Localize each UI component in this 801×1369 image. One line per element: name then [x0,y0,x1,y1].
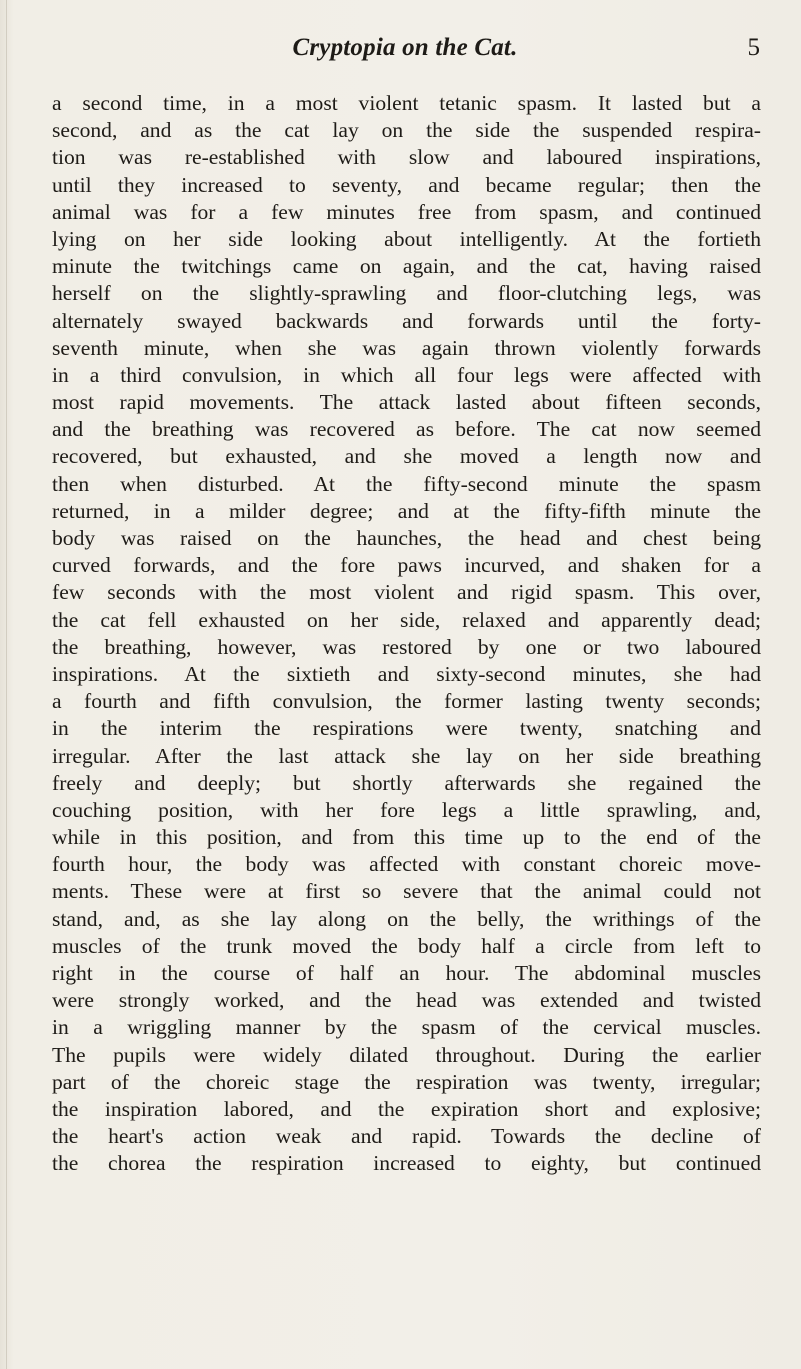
text-line: body was raised on the haunches, the head and chest being [52,526,761,550]
text-line: freely and deeply; but shortly afterwards she regained the [52,770,761,795]
text-line: fourth hour, the body was affected with constant choreic move- [52,852,761,877]
text-line: minute the twitchings came on again, and the cat, having raised [52,254,761,279]
text-line: lying on her side looking about intelligently. At the fortieth [52,226,761,251]
text-line: until they increased to seventy, and became regular; then the [52,172,761,197]
text-line: recovered, but exhausted, and she moved a length now and [52,444,761,469]
text-line: couching position, with her fore legs a little sprawling, and, [52,797,761,822]
text-line: a fourth and fifth convulsion, the former lasting twenty seconds; [52,689,761,714]
text-line: then when disturbed. At the fifty-second minute the spasm [52,471,761,496]
text-line: tion was re-established with slow and laboured inspirations, [52,145,761,170]
text-line: seventh minute, when she was again thrown violently forwards [52,335,761,360]
page-number: 5 [747,34,760,61]
text-line: stand, and, as she lay along on the belly, the writhings of the [52,906,761,931]
running-title: Cryptopia on the Cat. [292,34,518,61]
page-gutter-edge [6,0,7,1369]
running-head [50,30,760,66]
text-line: in a wriggling manner by the spasm of the cervical muscles. [52,1015,761,1040]
text-line: right in the course of half an hour. The abdominal muscles [52,961,761,985]
text-line: irregular. After the last attack she lay on her side breathing [52,743,761,768]
text-line: animal was for a few minutes free from spasm, and continued [52,199,761,224]
text-line: alternately swayed backwards and forwards until the forty- [52,308,761,333]
text-line: part of the choreic stage the respiration was twenty, irregular; [52,1069,761,1094]
text-line: the chorea the respiration increased to eighty, but continued [52,1151,761,1176]
text-line: most rapid movements. The attack lasted about fifteen seconds, [52,390,761,415]
text-line: and the breathing was recovered as before. The cat now seemed [52,417,761,442]
text-line: returned, in a milder degree; and at the fifty-fifth minute the [52,498,761,523]
text-line: muscles of the trunk moved the body half a circle from left to [52,933,761,958]
text-line: inspirations. At the sixtieth and sixty-second minutes, she had [52,661,761,686]
text-line: the heart's action weak and rapid. Towards the decline of [52,1124,761,1149]
text-line: were strongly worked, and the head was extended and twisted [52,988,761,1013]
text-line: few seconds with the most violent and rigid spasm. This over, [52,580,761,605]
text-line: second, and as the cat lay on the side the suspended respira- [52,118,761,143]
text-line: curved forwards, and the fore paws incurved, and shaken for a [52,553,761,578]
text-line: the cat fell exhausted on her side, relaxed and apparently dead; [52,607,761,632]
text-line: the breathing, however, was restored by one or two laboured [52,634,761,659]
text-line: in the interim the respirations were twenty, snatching and [52,716,761,741]
text-line: herself on the slightly-sprawling and floor-clutching legs, was [52,281,761,306]
text-line: The pupils were widely dilated throughout. During the earlier [52,1042,761,1067]
text-line: ments. These were at first so severe that the animal could not [52,879,761,904]
body-text [52,90,761,1178]
text-line: a second time, in a most violent tetanic spasm. It lasted but a [52,91,761,115]
text-line: the inspiration labored, and the expiration short and explosive; [52,1096,761,1121]
text-line: in a third convulsion, in which all four legs were affected with [52,362,761,387]
text-line: while in this position, and from this time up to the end of the [52,825,761,850]
